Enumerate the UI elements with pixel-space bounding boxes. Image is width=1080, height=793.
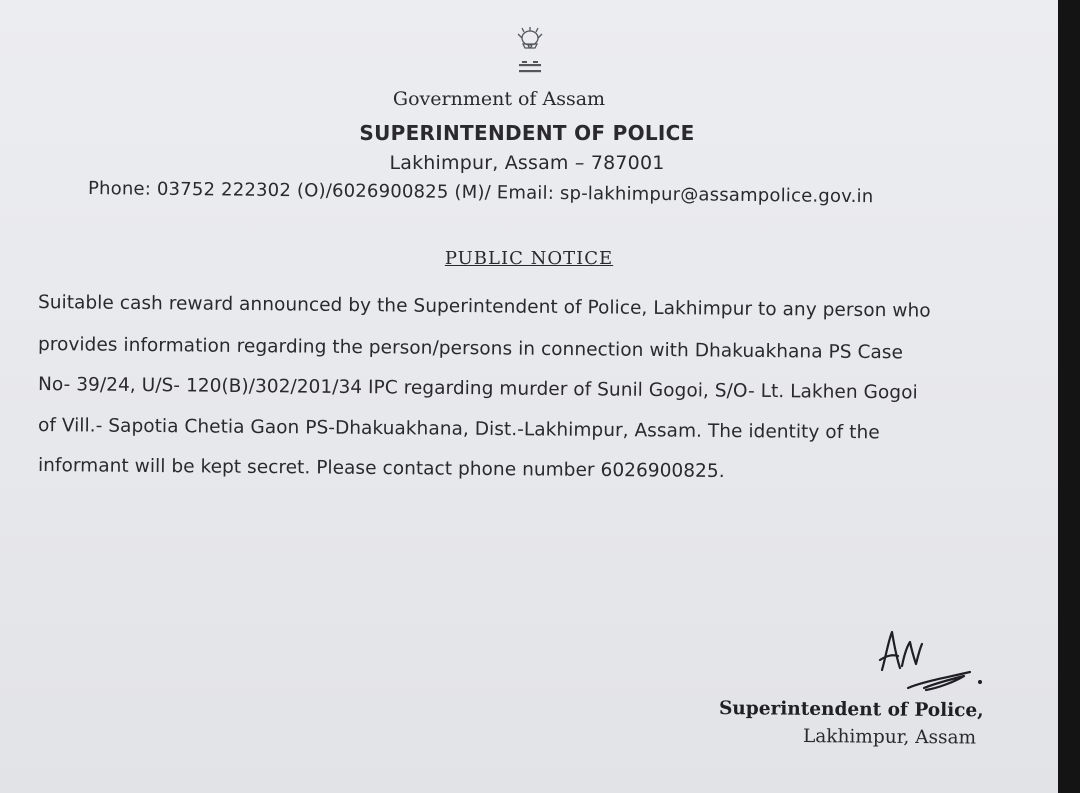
photo-dark-edge: [1058, 0, 1080, 793]
office-address: Lakhimpur, Assam – 787001: [389, 152, 665, 174]
notice-body-line: Suitable cash reward announced by the Superintendent of Police, Lakhimpur to any person who: [37, 292, 931, 322]
notice-title: PUBLIC NOTICE: [444, 248, 614, 269]
notice-body-line: No- 39/24, U/S- 120(B)/302/201/34 IPC regarding murder of Sunil Gogoi, S/O- Lt. Lakhen Gogoi: [37, 374, 918, 404]
signatory-place: Lakhimpur, Assam: [802, 726, 977, 749]
government-name: Government of Assam: [392, 88, 606, 110]
state-emblem-icon: [510, 26, 550, 78]
office-title: SUPERINTENDENT OF POLICE: [359, 121, 695, 145]
signatory-title: Superintendent of Police,: [718, 698, 984, 722]
notice-body-line: of Vill.- Sapotia Chetia Gaon PS-Dhakuakhana, Dist.-Lakhimpur, Assam. The identity of the: [37, 415, 880, 444]
notice-body-line: provides information regarding the person/persons in connection with Dhakuakhana PS Case: [37, 334, 904, 364]
contact-details: Phone: 03752 222302 (O)/6026900825 (M)/ Email: sp-lakhimpur@assampolice.gov.in: [87, 178, 874, 208]
notice-body-line: informant will be kept secret. Please contact phone number 6026900825.: [37, 455, 725, 482]
handwritten-signature: [868, 626, 983, 696]
